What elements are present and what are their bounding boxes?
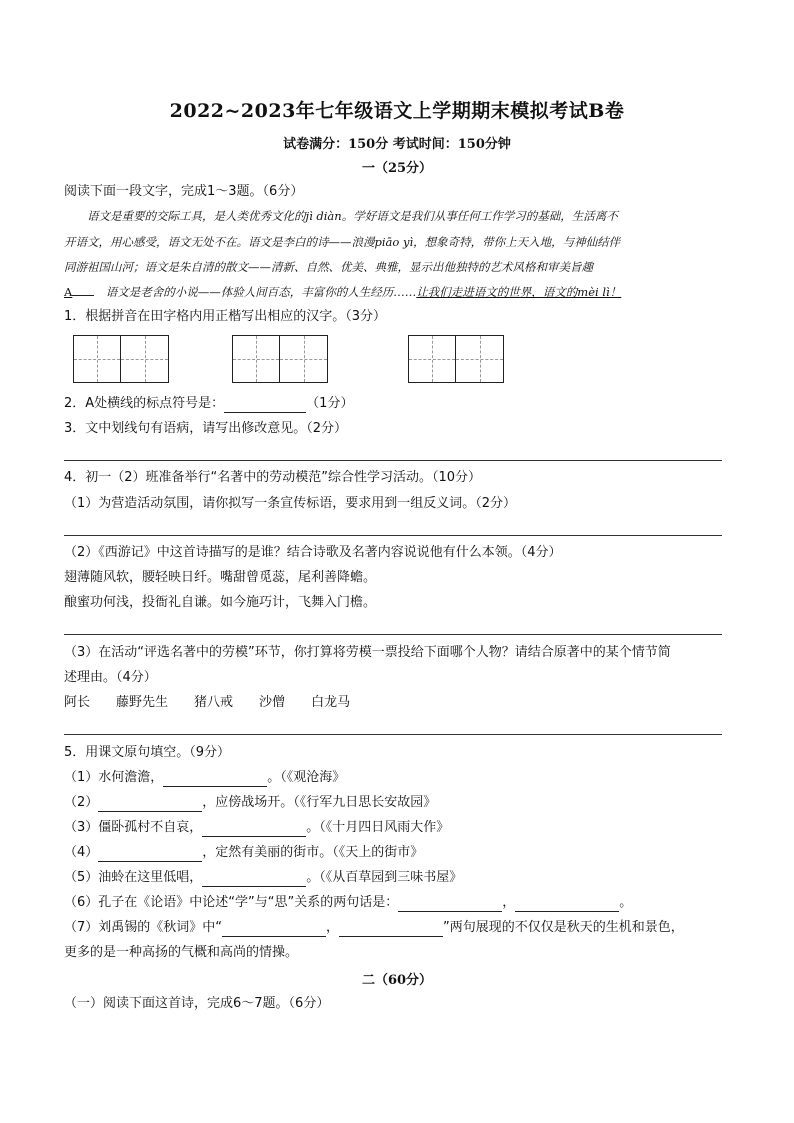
tian-cell[interactable] (408, 335, 456, 383)
answer-line[interactable] (64, 460, 722, 461)
tian-grid-3[interactable] (408, 335, 504, 383)
fill-item-text: （1）水何澹澹， (64, 770, 164, 785)
fill-item-text: （7）刘禹锡的《秋词》中“ (64, 920, 223, 935)
tian-grid-2[interactable] (232, 335, 328, 383)
fill-item-text: （2） (64, 795, 99, 810)
option-white-dragon-horse: 白龙马 (311, 695, 351, 710)
fill-item-6 (64, 894, 632, 912)
character-options (64, 694, 376, 712)
tian-cell[interactable] (121, 335, 169, 383)
fill-item-source: 。（《十月四日风雨大作》 (306, 820, 450, 835)
option-fujino: 藤野先生 (116, 695, 169, 710)
fill-item-source: 。（《从百草园到三味书屋》 (306, 870, 463, 885)
fill-item-5 (64, 869, 462, 887)
question-3: 3．文中划线句有语病，请写出修改意见。（2分） (64, 421, 348, 436)
tian-grid-1[interactable] (73, 335, 169, 383)
fill-item-7 (64, 919, 684, 937)
question-4-2: （2）《西游记》中这首诗描写的是谁？结合诗歌及名著内容说说他有什么本领。（4分） (64, 545, 562, 560)
fill-item-text: （5）油蛉在这里低唱， (64, 870, 203, 885)
tian-cell[interactable] (73, 335, 121, 383)
tian-cell[interactable] (456, 335, 504, 383)
fill-item-1 (64, 769, 345, 787)
answer-blank[interactable] (224, 398, 306, 413)
passage-line-2: 开语文，用心感受，语文无处不在。语文是李白的诗——浪漫piāo yì，想象奇特，带你上天入地，与神仙结伴 (64, 235, 621, 249)
passage-line-1: 语文是重要的交际工具，是人类优秀文化的jì diàn。学好语文是我们从事任何工作学习的基础，生活离不 (64, 209, 618, 223)
question-2-text: 2．A处横线的标点符号是： (64, 396, 225, 411)
answer-line[interactable] (64, 734, 722, 735)
answer-line[interactable] (64, 535, 722, 536)
answer-blank[interactable] (163, 772, 267, 787)
blank-a-marker: A (64, 285, 73, 299)
fill-item-3 (64, 819, 449, 837)
fill-item-text: （3）僵卧孤村不自哀， (64, 820, 203, 835)
fill-item-2 (64, 794, 436, 812)
fill-item-source: ，应傍战场开。（《行军九日思长安故园》 (202, 795, 437, 810)
question-2-score: （1分） (306, 396, 354, 411)
poem-line-1: 翅薄随风软，腰轻映日纤。嘴甜曾觅蕊，尾利善降蟾。 (64, 570, 377, 585)
part-two-intro: （一）阅读下面这首诗，完成6～7题。（6分） (64, 996, 330, 1011)
fill-item-text: （4） (64, 845, 99, 860)
answer-blank[interactable] (398, 897, 502, 912)
option-sha-seng: 沙僧 (259, 695, 286, 710)
answer-blank[interactable] (98, 847, 202, 862)
fill-item-comma: ， (326, 920, 340, 935)
answer-blank[interactable] (515, 897, 619, 912)
answer-blank[interactable] (98, 797, 202, 812)
fill-item-text: （6）孔子在《论语》中论述“学”与“思”关系的两句话是： (64, 895, 399, 910)
fill-item-4 (64, 844, 423, 862)
exam-title: 2022~2023年七年级语文上学期期末模拟考试B卷 (169, 100, 625, 122)
reading-intro: 阅读下面一段文字，完成1～3题。（6分） (64, 184, 304, 199)
answer-blank[interactable] (202, 872, 306, 887)
question-4: 4．初一（2）班准备举行“名著中的劳动模范”综合性学习活动。（10分） (64, 470, 482, 485)
question-2 (64, 395, 353, 413)
poem-line-2: 酿蜜功何浅，投衙礼自谦。如今施巧计，飞舞入门檐。 (64, 595, 377, 610)
fill-item-period: 。 (619, 895, 633, 910)
exam-info: 试卷满分：150分 考试时间：150分钟 (283, 137, 511, 152)
option-zhu-bajie: 猪八戒 (194, 695, 234, 710)
fill-item-source: 。（《观沧海》 (267, 770, 346, 785)
tian-cell[interactable] (232, 335, 280, 383)
section-two-heading: 二（60分） (361, 973, 433, 988)
tian-cell[interactable] (280, 335, 328, 383)
question-1: 1．根据拼音在田字格内用正楷写出相应的汉字。（3分） (64, 309, 387, 324)
question-5: 5．用课文原句填空。（9分） (64, 745, 231, 760)
fill-item-7-continued: 更多的是一种高扬的气概和高尚的情操。 (64, 945, 299, 960)
question-4-1: （1）为营造活动氛围，请你拟写一条宣传标语，要求用到一组反义词。（2分） (64, 496, 517, 511)
answer-blank[interactable] (339, 922, 443, 937)
fill-item-text-tail: ”两句展现的不仅仅是秋天的生机和景色， (443, 920, 684, 935)
option-a-chang: 阿长 (64, 695, 91, 710)
passage-line-4-text: 语文是老舍的小说——体验人间百态，丰富你的人生经历…… (94, 285, 417, 299)
answer-blank[interactable] (202, 822, 306, 837)
underlined-sentence: 让我们走进语文的世界，语文的mèi lì！ (416, 285, 622, 299)
passage-line-4 (64, 283, 724, 301)
section-one-heading: 一（25分） (361, 161, 433, 176)
fill-item-source: ，定然有美丽的街市。（《天上的街市》 (202, 845, 424, 860)
blank-a-line[interactable] (72, 295, 94, 296)
answer-blank[interactable] (222, 922, 326, 937)
answer-line[interactable] (64, 634, 722, 635)
passage-line-3: 同游祖国山河；语文是朱自清的散文——清新、自然、优美、典雅，显示出他独特的艺术风格和审美旨趣 (64, 260, 593, 274)
question-4-3-line-2: 述理由。（4分） (64, 670, 157, 685)
fill-item-comma: ， (502, 895, 516, 910)
question-4-3-line-1: （3）在活动“评选名著中的劳模”环节，你打算将劳模一票投给下面哪个人物？请结合原著中的某个情节简 (64, 645, 671, 660)
